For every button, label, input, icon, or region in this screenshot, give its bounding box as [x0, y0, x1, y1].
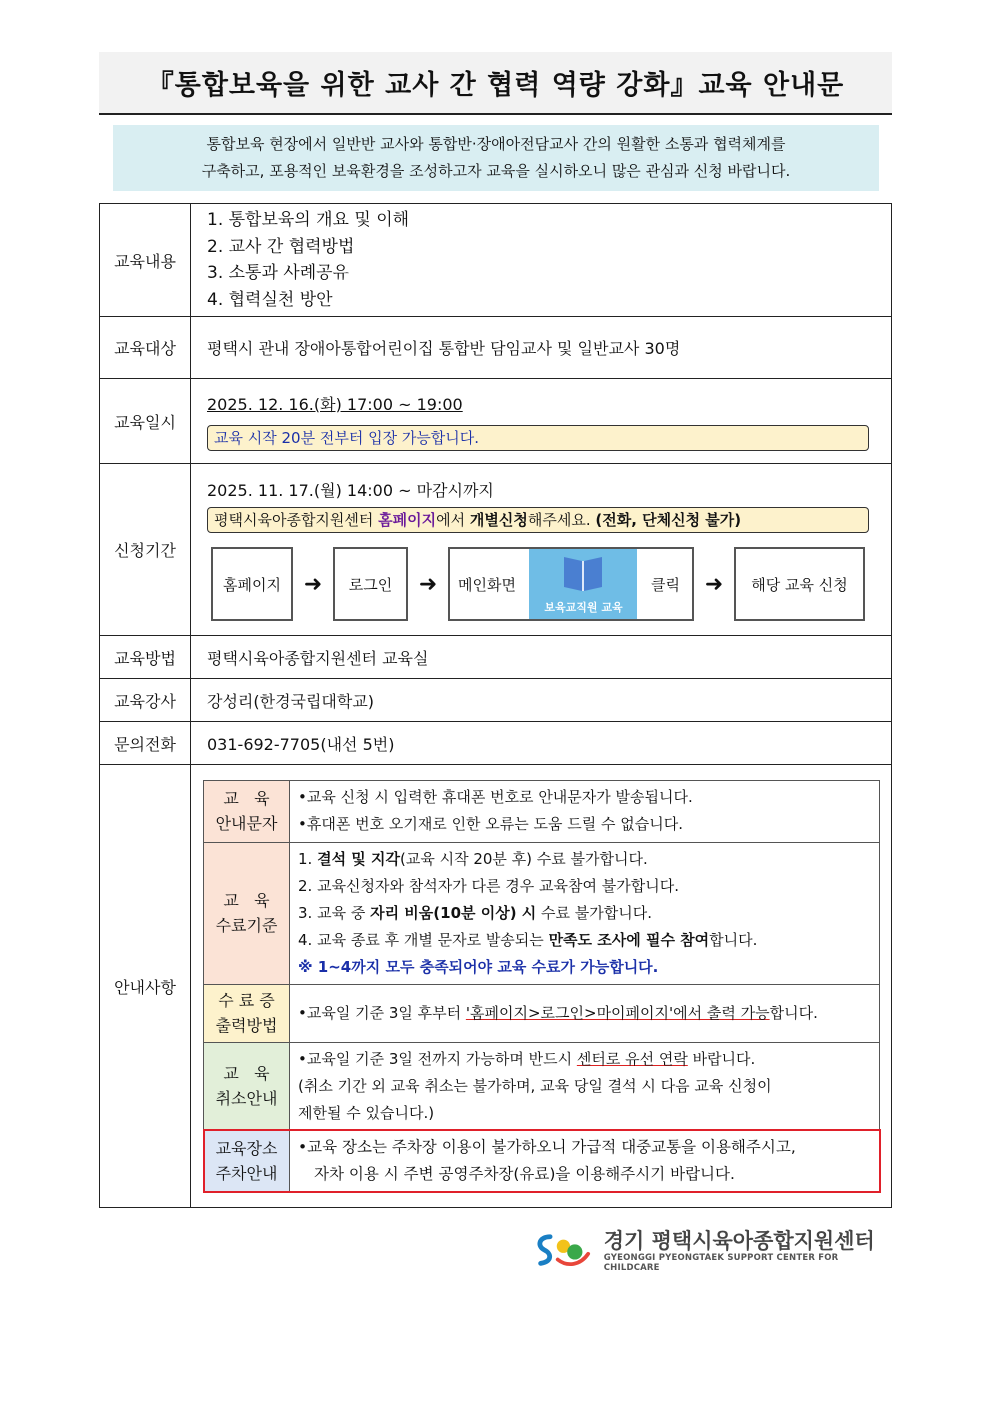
- apply-note: [207, 507, 869, 533]
- arrow-icon: ➜: [418, 571, 438, 597]
- flow-click-label: 클릭: [651, 575, 680, 594]
- sms-label-1: 교 육: [223, 789, 270, 808]
- center-logo-icon: [533, 1230, 596, 1272]
- row-apply: [100, 464, 892, 636]
- cancel-label-1: 교 육: [223, 1064, 270, 1083]
- certificate-text: •교육일 기준 3일 후부터: [298, 1003, 466, 1022]
- row-content: [100, 204, 892, 317]
- content-list: [191, 204, 892, 317]
- list-item: 1. 통합보육의 개요 및 이해: [207, 210, 410, 230]
- label-content: 교육내용: [100, 204, 191, 317]
- note-text: 평택시육아종합지원센터: [214, 511, 379, 529]
- label-place: 교육방법: [100, 636, 191, 679]
- notice-cancel: [204, 1042, 880, 1130]
- row-target: [100, 317, 892, 379]
- row-notice: [100, 765, 892, 1208]
- label-apply: 신청기간: [100, 464, 191, 636]
- footer-logo: [533, 1230, 883, 1272]
- list-item: 4. 협력실천 방안: [207, 289, 333, 310]
- sms-label-2: 안내문자: [215, 814, 278, 833]
- page-title: 『통합보육을 위한 교사 간 협력 역량 강화』교육 안내문: [99, 52, 892, 115]
- label-phone: 문의전화: [100, 722, 191, 765]
- date-text: 2025. 12. 16.(화) 17:00 ~ 19:00: [207, 394, 463, 414]
- complete-line-5: ※ 1~4까지 모두 충족되어야 교육 수료가 가능합니다.: [298, 957, 659, 976]
- flow-step-apply: 해당 교육 신청: [734, 547, 865, 621]
- parking-line-1: •교육 장소는 주차장 이용이 불가하오니 가급적 대중교통을 이용해주시고,: [298, 1138, 796, 1156]
- list-item: 2. 교사 간 협력방법: [207, 236, 355, 257]
- notice-complete: [204, 842, 880, 984]
- list-item: 3. 소통과 사례공유: [207, 263, 349, 283]
- parking-line-2: 자차 이용 시 주변 공영주차장(유료)을 이용해주시기 바랍니다.: [314, 1165, 735, 1183]
- flow-step-homepage: 홈페이지: [211, 547, 293, 621]
- info-table: [99, 203, 892, 1208]
- certificate-path: '홈페이지>로그인>마이페이지'에서 출력 가능: [465, 1003, 770, 1022]
- book-icon: [562, 553, 604, 593]
- footer-name-ko: 경기 평택시육아종합지원센터: [603, 1229, 875, 1253]
- note-homepage: 홈페이지: [378, 511, 437, 529]
- notice-sms: [204, 780, 880, 842]
- education-banner: [529, 549, 637, 619]
- flow-main-label: 메인화면: [458, 575, 516, 594]
- flow-step-main: [448, 547, 694, 621]
- phone-text: 031-692-7705(내선 5번): [191, 722, 892, 765]
- target-text: 평택시 관내 장애아통합어린이집 통합반 담임교사 및 일반교사 30명: [191, 317, 892, 379]
- label-lecturer: 교육강사: [100, 679, 191, 722]
- notice-table: [203, 780, 880, 1193]
- complete-line-3: 3. 교육 중 자리 비움(10분 이상) 시 수료 불가합니다.: [298, 903, 653, 922]
- note-text: 해주세요.: [527, 511, 596, 529]
- cancel-label-2: 취소안내: [215, 1089, 278, 1108]
- label-notice: 안내사항: [100, 765, 191, 1208]
- label-target: 교육대상: [100, 317, 191, 379]
- date-note: 교육 시작 20분 전부터 입장 가능합니다.: [207, 425, 869, 451]
- notice-certificate: 수 료 증 출력방법 •교육일 기준 3일 후부터 '홈페이지>로그인>마이페이지'에서 출력 가능합니다.: [204, 984, 880, 1042]
- place-text: 평택시육아종합지원센터 교육실: [191, 636, 892, 679]
- complete-line-2: 2. 교육신청자와 참석자가 다른 경우 교육참여 불가합니다.: [298, 876, 679, 895]
- row-phone: [100, 722, 892, 765]
- parking-label-2: 주차안내: [215, 1164, 278, 1183]
- flow-step-login: 로그인: [333, 547, 408, 621]
- complete-label-1: 교 육: [223, 891, 270, 910]
- cancel-line-3: 제한될 수 있습니다.): [298, 1103, 435, 1122]
- complete-line-4: 4. 교육 종료 후 개별 문자로 발송되는 만족도 조사에 필수 참여합니다.: [298, 930, 758, 949]
- note-text: 에서: [436, 511, 470, 529]
- complete-label-2: 수료기준: [215, 916, 278, 935]
- sms-line-1: •교육 신청 시 입력한 휴대폰 번호로 안내문자가 발송됩니다.: [298, 788, 693, 806]
- parking-label-1: 교육장소: [215, 1139, 278, 1158]
- row-date: [100, 379, 892, 464]
- note-individual: 개별신청: [469, 511, 528, 529]
- apply-flow: [211, 547, 891, 621]
- cancel-line-1: •교육일 기준 3일 전까지 가능하며 반드시 센터로 유선 연락 바랍니다.: [298, 1049, 756, 1068]
- footer-name-en: GYEONGGI PYEONGTAEK SUPPORT CENTER FOR CHILDCARE: [603, 1253, 839, 1273]
- label-date: 교육일시: [100, 379, 191, 464]
- apply-text: 2025. 11. 17.(월) 14:00 ~ 마감시까지: [207, 481, 494, 500]
- cancel-line-2: (취소 기간 외 교육 취소는 불가하며, 교육 당일 결석 시 다음 교육 신청이: [298, 1076, 772, 1095]
- certificate-label-1: 수 료 증: [218, 991, 275, 1010]
- intro-box: [113, 125, 879, 191]
- banner-caption: 보육교직원 교육: [544, 601, 623, 614]
- arrow-icon: ➜: [704, 571, 724, 597]
- sms-line-2: •휴대폰 번호 오기재로 인한 오류는 도움 드릴 수 없습니다.: [298, 815, 684, 833]
- arrow-icon: ➜: [303, 571, 323, 597]
- complete-line-1: 1. 결석 및 지각(교육 시작 20분 후) 수료 불가합니다.: [298, 849, 648, 868]
- intro-line-1: 통합보육 현장에서 일반반 교사와 통합반·장애아전담교사 간의 원활한 소통과 협력체계를: [206, 135, 786, 153]
- certificate-label-2: 출력방법: [215, 1016, 278, 1035]
- note-restriction: (전화, 단체신청 불가): [595, 511, 742, 529]
- row-place: [100, 636, 892, 679]
- notice-parking: [204, 1130, 880, 1192]
- intro-line-2: 구축하고, 포용적인 보육환경을 조성하고자 교육을 실시하오니 많은 관심과 신청 바랍니다.: [201, 162, 791, 180]
- lecturer-text: 강성리(한경국립대학교): [191, 679, 892, 722]
- row-lecturer: [100, 679, 892, 722]
